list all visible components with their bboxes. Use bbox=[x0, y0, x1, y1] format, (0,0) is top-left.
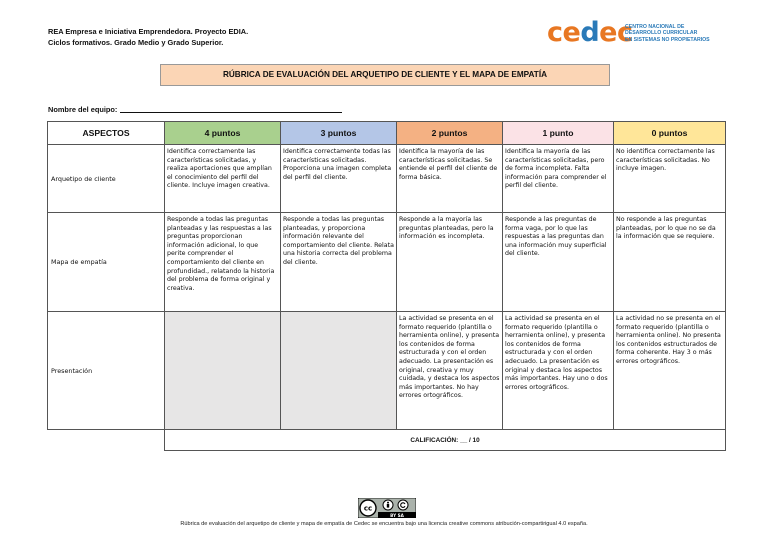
calificacion-row bbox=[48, 430, 726, 451]
cell-presentacion-2: La actividad se presenta en el formato requerido (plantilla o herramienta online), y presenta los contenidos de forma estructurada y con el orden adecuado. La presentación es original, creativa y muy cuidada, y destaca los aspectos más importantes. No hay errores ortográficos. bbox=[397, 312, 503, 430]
calificacion-spacer bbox=[48, 430, 165, 451]
cell-mapa-4: Responde a todas las preguntas planteadas y las respuestas a las preguntas proporcionan información adicional, lo que perite comprender el comportamiento del cliente en profundidad., relatando la historia del problema de forma original y creativa. bbox=[165, 213, 281, 312]
header-row bbox=[48, 122, 726, 145]
header-1-punto: 1 punto bbox=[503, 122, 614, 145]
cedec-wordmark: cedec bbox=[547, 17, 633, 48]
aspect-arquetipo: Arquetipo de cliente bbox=[48, 145, 165, 213]
license-badge-text: BY SA bbox=[390, 513, 404, 518]
aspect-presentacion: Presentación bbox=[48, 312, 165, 430]
svg-text:cc: cc bbox=[363, 504, 373, 513]
cell-arquetipo-1: Identifica la mayoría de las características solicitadas, pero de forma incompleta. Falta información para comprender el perfil del cliente. bbox=[503, 145, 614, 213]
cc-icon bbox=[360, 500, 376, 516]
calificacion-cell: CALIFICACIÓN: __ / 10 bbox=[165, 430, 726, 451]
license-footer: Rúbrica de evaluación del arquetipo de cliente y mapa de empatía de Cedec se encuentra bajo una licencia creative commons atribución-compartirigual 4.0 españa. bbox=[180, 521, 588, 527]
by-icon bbox=[383, 500, 393, 510]
cell-presentacion-1: La actividad se presenta en el formato requerido (plantilla o herramienta online), y presenta los contenidos de forma estructurada y con el orden adecuado. La presentación es original y destaca los aspectos más importantes. Hay uno o dos errores ortográficos. bbox=[503, 312, 614, 430]
cell-presentacion-0: La actividad no se presenta en el formato requerido (plantilla o herramienta online). No presenta los contenidos estructurados de forma coherente. Hay 3 o más errores ortográficos. bbox=[614, 312, 726, 430]
header-2-puntos: 2 puntos bbox=[397, 122, 503, 145]
rubric-table bbox=[47, 121, 726, 451]
header-4-puntos: 4 puntos bbox=[165, 122, 281, 145]
cell-arquetipo-2: Identifica la mayoría de las características solicitadas. Se entiende el perfil del cliente de forma básica. bbox=[397, 145, 503, 213]
table-row bbox=[48, 312, 726, 430]
document-header bbox=[48, 26, 248, 48]
table-row bbox=[48, 145, 726, 213]
team-name-line bbox=[120, 104, 342, 113]
cell-presentacion-4 bbox=[165, 312, 281, 430]
cell-mapa-3: Responde a todas las preguntas planteadas, y proporciona información relevante del comportamiento del cliente. Relata una historia correcta del problema del cliente. bbox=[281, 213, 397, 312]
table-row bbox=[48, 213, 726, 312]
header-line-2: Ciclos formativos. Grado Medio y Grado Superior. bbox=[48, 38, 224, 47]
header-0-puntos: 0 puntos bbox=[614, 122, 726, 145]
rubric-title: RÚBRICA DE EVALUACIÓN DEL ARQUETIPO DE CLIENTE Y EL MAPA DE EMPATÍA bbox=[160, 64, 610, 86]
header-line-1: REA Empresa e Iniciativa Emprendedora. Proyecto EDIA. bbox=[48, 27, 249, 36]
cell-presentacion-3 bbox=[281, 312, 397, 430]
header-3-puntos: 3 puntos bbox=[281, 122, 397, 145]
cell-arquetipo-3: Identifica correctamente todas las características solicitadas. Proporciona una imagen completa del perfil del cliente. bbox=[281, 145, 397, 213]
cedec-subtitle: CENTRO NACIONAL DE DESARROLLO CURRICULAR EN SISTEMAS NO PROPIETARIOS bbox=[625, 24, 710, 43]
cell-mapa-1: Responde a las preguntas de forma vaga, por lo que las respuestas a las preguntas dan una información muy superficial del cliente. bbox=[503, 213, 614, 312]
cell-mapa-0: No responde a las preguntas planteadas, por lo que no se da la información que se requiere. bbox=[614, 213, 726, 312]
team-name-field bbox=[48, 104, 342, 114]
cell-mapa-2: Responde a la mayoría las preguntas planteadas, pero la información es incompleta. bbox=[397, 213, 503, 312]
sa-icon bbox=[398, 500, 408, 510]
team-name-label: Nombre del equipo: bbox=[48, 105, 118, 114]
aspect-mapa: Mapa de empatía bbox=[48, 213, 165, 312]
cell-arquetipo-0: No identifica correctamente las características solicitadas. No incluye imagen. bbox=[614, 145, 726, 213]
header-aspectos: ASPECTOS bbox=[48, 122, 165, 145]
cell-arquetipo-4: Identifica correctamente las características solicitadas, y realiza aportaciones que amplían el conocimiento del perfil del cliente. Incluye imagen creativa. bbox=[165, 145, 281, 213]
cc-license-badge bbox=[358, 498, 416, 518]
